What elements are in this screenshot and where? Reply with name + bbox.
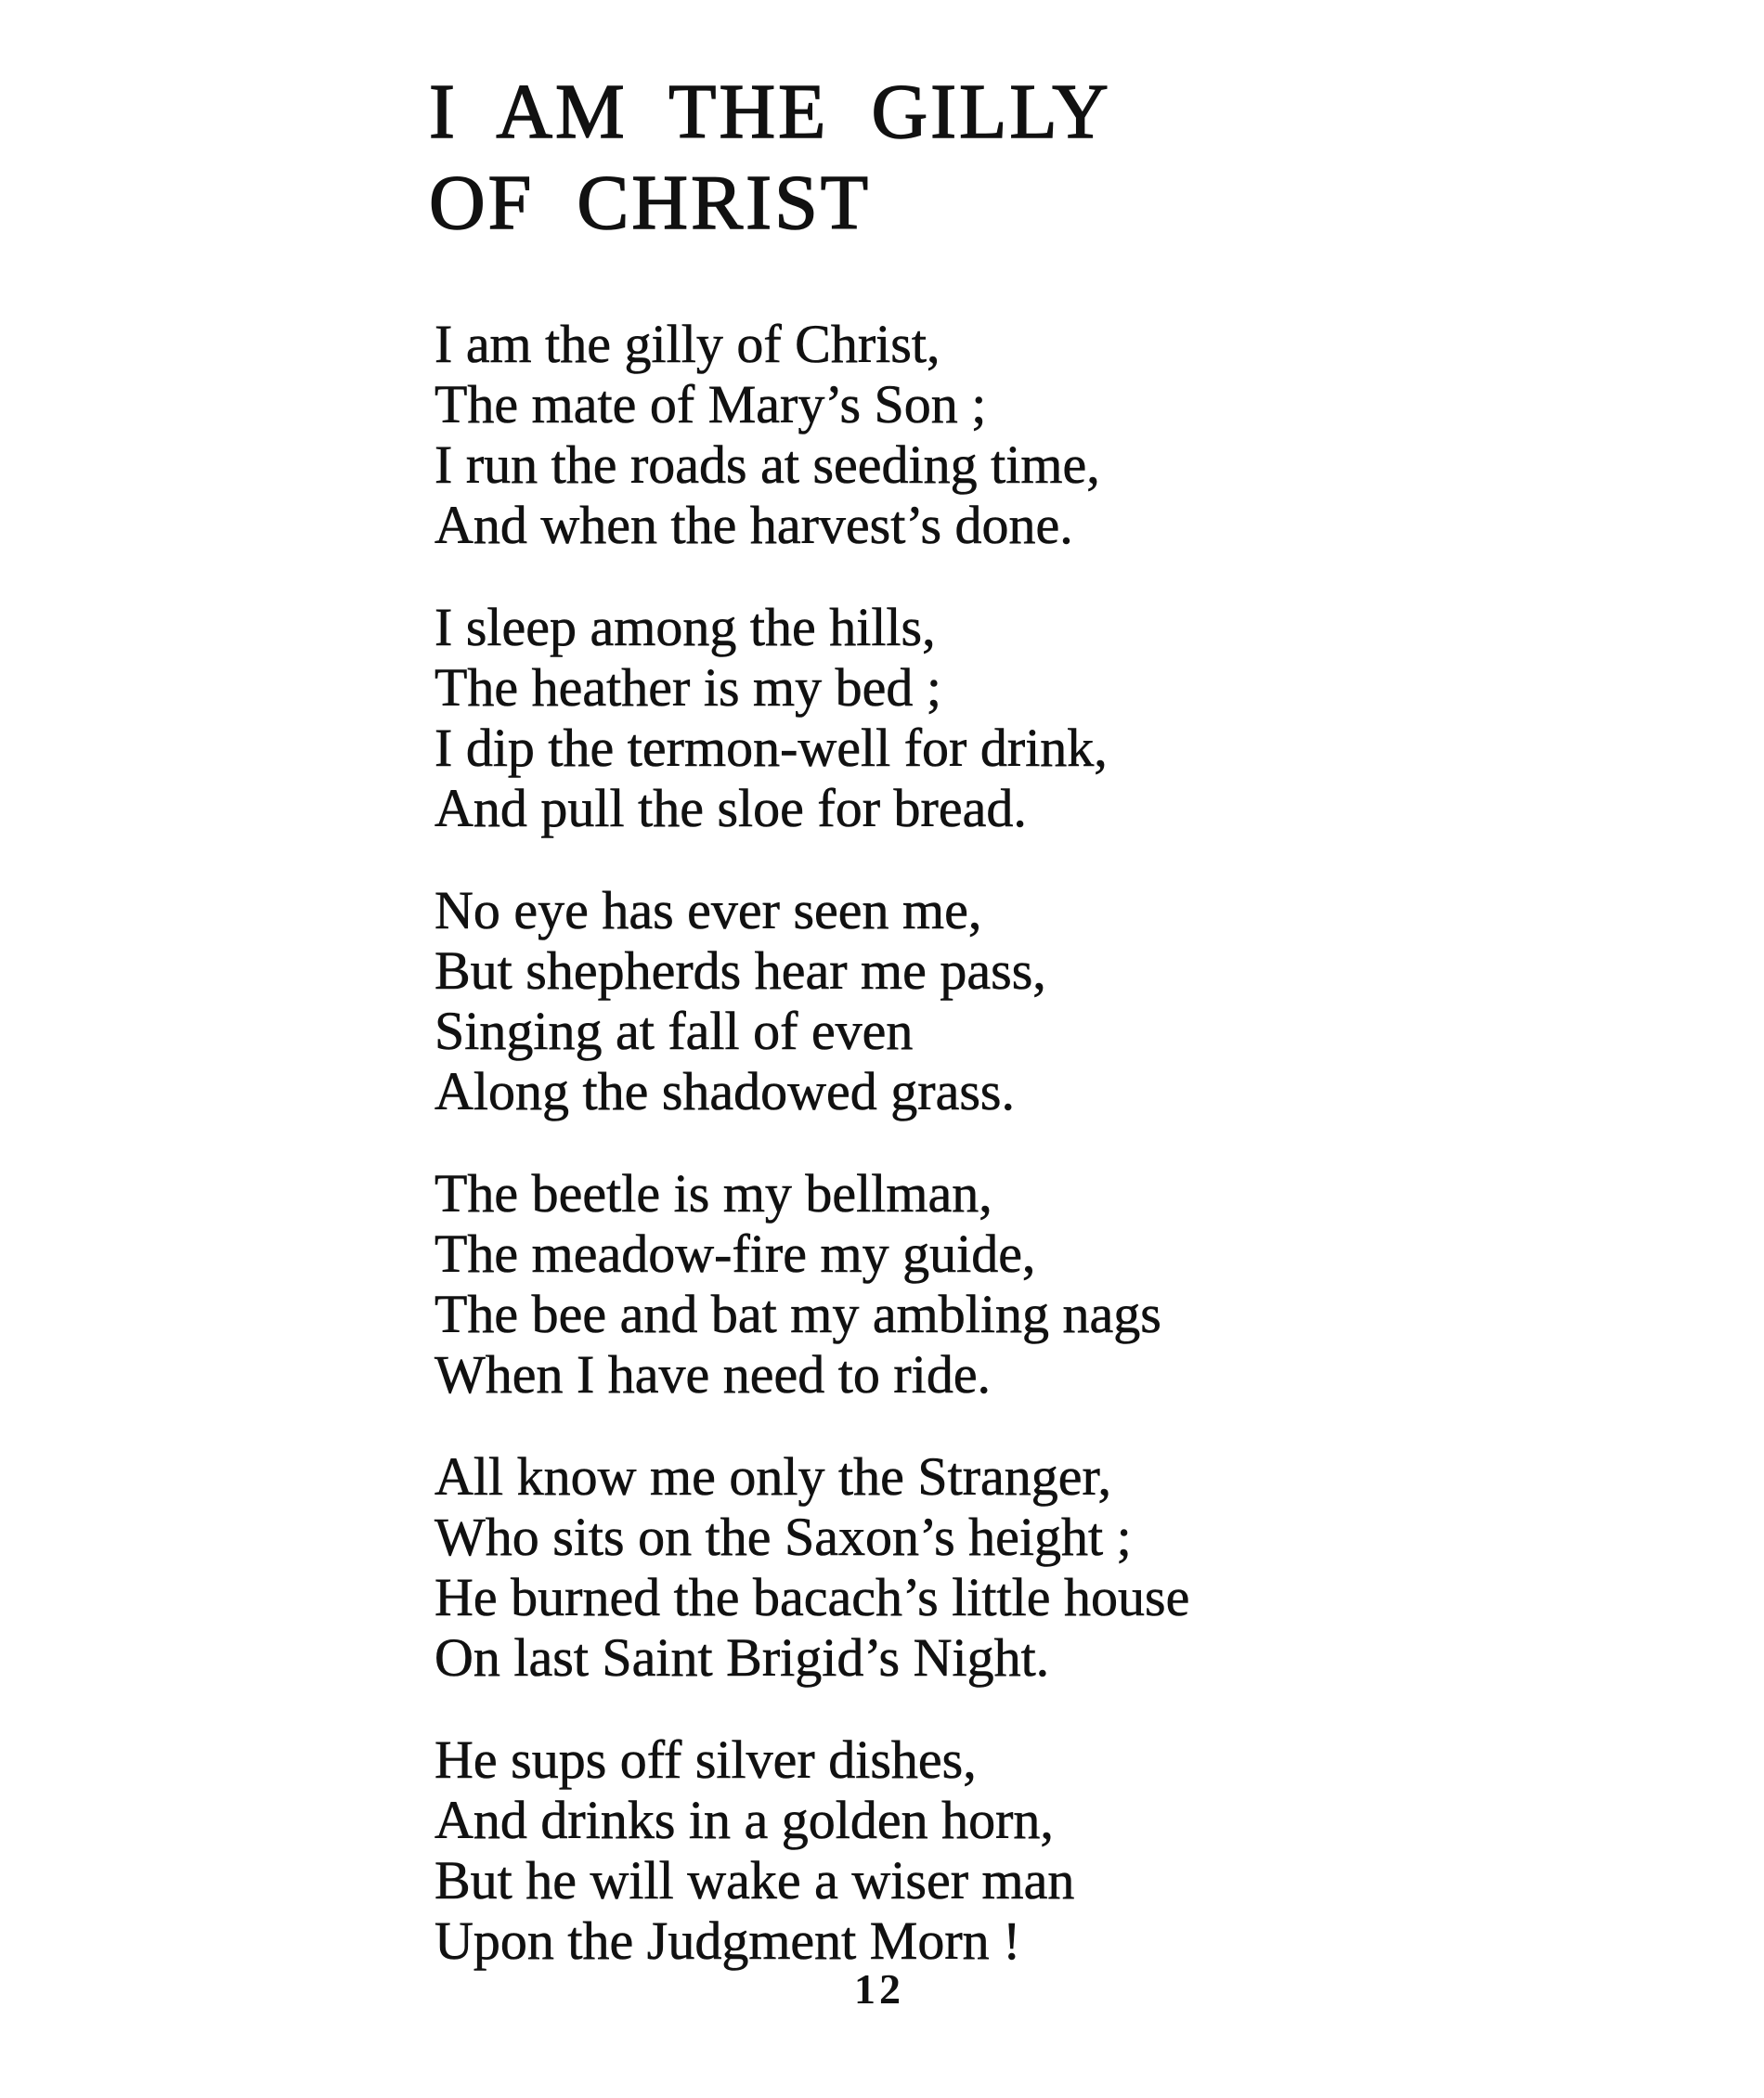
verse-line: I run the roads at seeding time, [435,434,1100,495]
verse-line: I am the gilly of Christ, [435,314,940,374]
verse-line: I sleep among the hills, [435,597,936,657]
poem-title-line-1: I AM THE GILLY [429,69,1111,155]
verse-line: Upon the Judgment Morn ! [435,1910,1021,1971]
verse-line: But he will wake a wiser man [435,1850,1075,1910]
stanza-4 [435,1163,1189,1405]
verse-line: No eye has ever seen me, [435,880,982,940]
verse-line: On last Saint Brigid’s Night. [435,1627,1050,1688]
page-number: 12 [854,1965,904,2013]
verse-line: And pull the sloe for bread. [435,778,1027,838]
verse-line: I dip the termon-well for drink, [435,718,1108,778]
stanza-2 [435,597,1189,838]
verse-line: The meadow-fire my guide, [435,1224,1036,1284]
verse-line: The beetle is my bellman, [435,1163,992,1224]
verse-line: He sups off silver dishes, [435,1729,977,1790]
poem-title-line-2: OF CHRIST [429,160,872,246]
stanza-3 [435,880,1189,1121]
verse-line: He burned the bacach’s little house [435,1567,1190,1627]
verse-line: Singing at fall of even [435,1001,914,1061]
verse-line: The mate of Mary’s Son ; [435,374,987,434]
verse-line: And when the harvest’s done. [435,495,1073,555]
poem-body [435,314,1189,2013]
verse-line: All know me only the Stranger, [435,1446,1111,1507]
stanza-6 [435,1729,1189,1971]
stanza-1 [435,314,1189,555]
verse-line: The bee and bat my ambling nags [435,1284,1161,1344]
verse-line: Along the shadowed grass. [435,1061,1016,1121]
verse-line: The heather is my bed ; [435,657,941,718]
verse-line: Who sits on the Saxon’s height ; [435,1507,1132,1567]
verse-line: When I have need to ride. [435,1344,992,1405]
poem-title [429,67,1111,249]
verse-line: But shepherds hear me pass, [435,940,1046,1001]
verse-line: And drinks in a golden horn, [435,1790,1054,1850]
stanza-5 [435,1446,1189,1688]
